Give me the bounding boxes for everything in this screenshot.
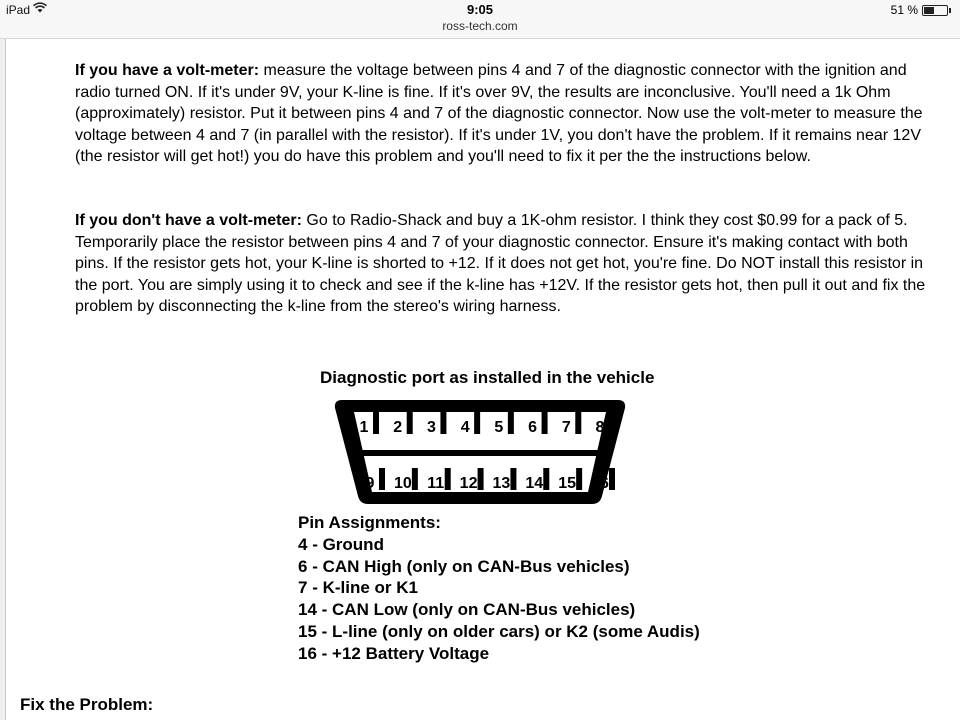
connector-pin-contact — [440, 412, 446, 434]
pin-number: 16 — [298, 643, 317, 663]
connector-pin-label: 10 — [393, 475, 412, 492]
pin-number: 4 — [298, 534, 308, 554]
pin-number: 15 — [298, 621, 317, 641]
pin-assignments-heading: Pin Assignments: — [298, 513, 441, 532]
volt-meter-paragraph — [75, 60, 935, 168]
connector-pin-label: 14 — [525, 475, 544, 492]
connector-pin-label: 12 — [459, 475, 478, 492]
connector-pin-label: 9 — [365, 475, 375, 492]
connector-pin-contact — [609, 468, 615, 490]
pin-assignment-item: 4 - Ground — [298, 534, 384, 554]
battery-percent: 51 % — [890, 3, 918, 17]
pin-assignment-item: 16 - +12 Battery Voltage — [298, 643, 490, 663]
connector-pin-contact — [510, 468, 516, 490]
connector-pin-label: 2 — [393, 419, 403, 436]
connector-pin-label: 7 — [561, 419, 571, 436]
connector-pin-contact — [576, 468, 582, 490]
fix-problem-heading: Fix the Problem: — [20, 695, 154, 714]
connector-pin-label: 13 — [492, 475, 511, 492]
obd-connector-diagram — [330, 396, 630, 508]
pin-assignments-list — [298, 512, 700, 665]
connector-pin-label: 8 — [595, 419, 605, 436]
no-volt-meter-paragraph — [75, 210, 935, 318]
page-edge — [0, 39, 6, 720]
volt-meter-lead: If you have a volt-meter: — [75, 62, 260, 79]
pin-number: 14 — [298, 600, 317, 620]
pin-description: K-line or K1 — [322, 578, 418, 598]
connector-pin-label: 11 — [427, 475, 445, 492]
connector-pin-label: 5 — [494, 419, 504, 436]
pin-assignment-item: 7 - K-line or K1 — [298, 578, 418, 598]
connector-pin-contact — [379, 468, 385, 490]
pin-description: CAN Low (only on CAN-Bus vehicles) — [332, 600, 636, 620]
connector-pin-contact — [575, 412, 581, 434]
clock: 9:05 — [466, 2, 494, 17]
connector-pin-label: 16 — [591, 475, 609, 492]
connector-pin-label: 4 — [460, 419, 470, 436]
no-volt-meter-body: Go to Radio-Shack and buy a 1K-ohm resistor. I think they cost $0.99 for a pack of 5. Temporarily place the resistor between pins 4 and 7 of your diagnostic connector. Ensure it's making contact with both pins. If the resistor gets hot, your K-line is shorted to +12. If it does not get hot, you're fine. Do NOT install this resistor in the port. You are simply using it to check and see if the k-line has +12V. If the resistor gets hot, then pull it out and fix the problem by disconnecting the k-line from the stereo's wiring harness. — [75, 212, 926, 316]
connector-pin-contact — [609, 412, 615, 434]
pin-assignment-item: 15 - L-line (only on older cars) or K2 (some Audis) — [298, 621, 700, 641]
connector-pin-contact — [508, 412, 514, 434]
pin-description: CAN High (only on CAN-Bus vehicles) — [322, 556, 630, 576]
connector-pin-contact — [412, 468, 418, 490]
connector-pin-label: 6 — [528, 419, 538, 436]
connector-pin-contact — [407, 412, 413, 434]
pin-number: 6 — [298, 556, 308, 576]
status-bar — [0, 0, 960, 39]
connector-pin-label: 15 — [558, 475, 577, 492]
connector-pin-label: 3 — [426, 419, 436, 436]
pin-description: L-line (only on older cars) or K2 (some Audis) — [332, 621, 700, 641]
connector-pin-label: 1 — [359, 419, 369, 436]
connector-pin-contact — [478, 468, 484, 490]
pin-description: Ground — [322, 534, 384, 554]
pin-assignment-item: 6 - CAN High (only on CAN-Bus vehicles) — [298, 556, 630, 576]
pin-number: 7 — [298, 578, 308, 598]
connector-pin-contact — [373, 412, 379, 434]
volt-meter-body: measure the voltage between pins 4 and 7 of the diagnostic connector with the ignition and radio turned ON. If it's under 9V, your K-line is fine. If it's over 9V, the results are inconclusive. You'll need a 1k Ohm (approximately) resistor. Put it between pins 4 and 7 of the diagnostic connector. Now use the volt-meter to measure the voltage between 4 and 7 (in parallel with the resistor). If it's under 1V, you don't have the problem. If it remains near 12V (the resistor will get hot!) you do have this problem and you'll need to fix it per the the instructions below. — [75, 62, 923, 166]
address-bar-url[interactable]: ross-tech.com — [442, 19, 518, 33]
diagnostic-port-figure — [290, 364, 750, 674]
connector-pin-contact — [542, 412, 548, 434]
no-volt-meter-lead: If you don't have a volt-meter: — [75, 212, 302, 229]
battery-icon — [922, 5, 948, 16]
figure-title: Diagnostic port as installed in the vehicle — [320, 368, 655, 387]
connector-pin-contact — [445, 468, 451, 490]
device-name: iPad — [6, 3, 31, 17]
connector-pin-contact — [474, 412, 480, 434]
pin-assignment-item: 14 - CAN Low (only on CAN-Bus vehicles) — [298, 600, 636, 620]
pin-description: +12 Battery Voltage — [332, 643, 490, 663]
connector-pin-contact — [543, 468, 549, 490]
